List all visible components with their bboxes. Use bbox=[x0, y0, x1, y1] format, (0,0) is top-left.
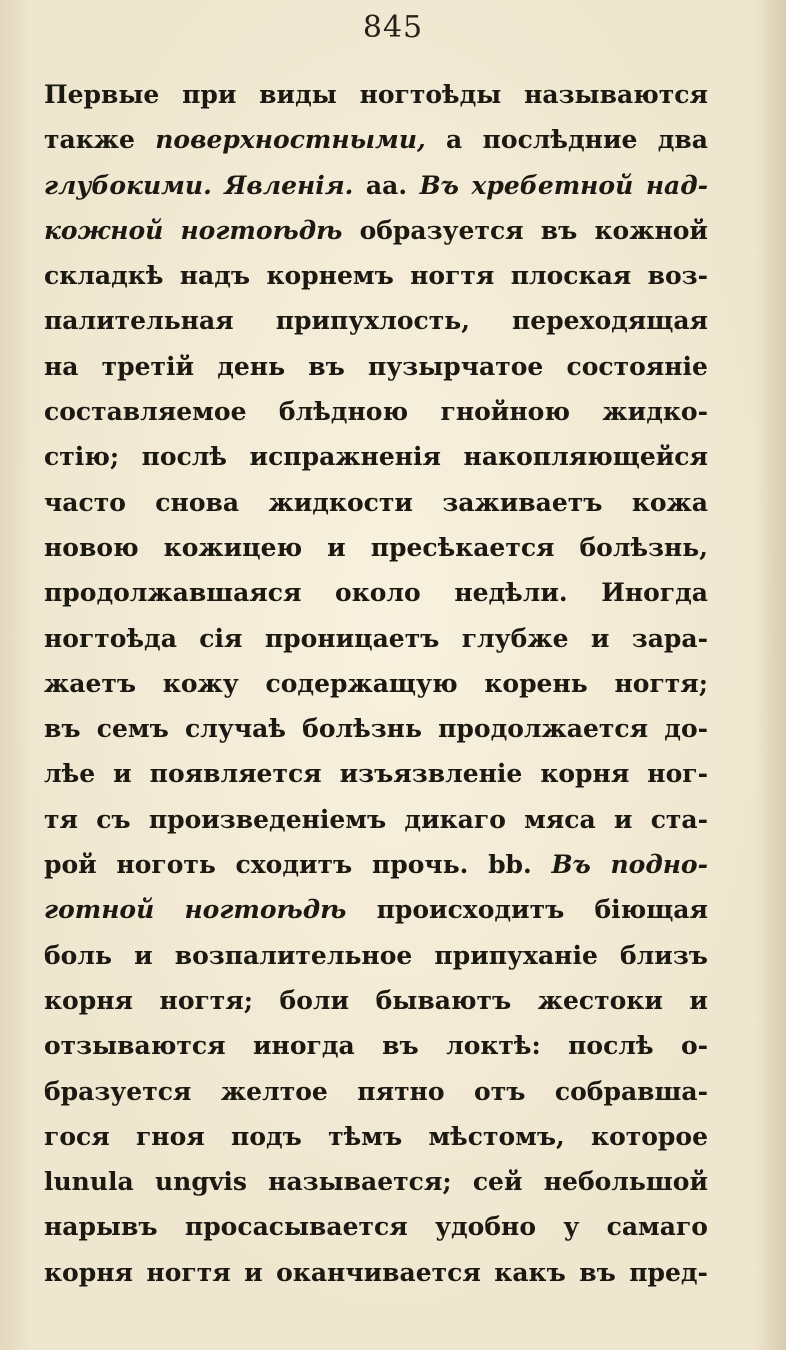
italic-word: поверхностными, bbox=[155, 125, 426, 155]
word: гося bbox=[44, 1121, 110, 1151]
word: а bbox=[446, 125, 463, 155]
word: тя bbox=[44, 804, 78, 834]
word: на bbox=[44, 351, 79, 381]
text-line bbox=[44, 1204, 708, 1249]
word: какъ bbox=[494, 1257, 566, 1287]
word: и bbox=[590, 623, 610, 653]
text-line bbox=[44, 570, 708, 615]
word: у bbox=[563, 1212, 580, 1242]
word: болѣзнь, bbox=[579, 532, 708, 562]
word: корня bbox=[44, 1257, 133, 1287]
word: появляется bbox=[149, 759, 322, 789]
word: боли bbox=[279, 985, 350, 1015]
word: палительная bbox=[44, 306, 234, 336]
word: ног- bbox=[647, 759, 708, 789]
word: просасывается bbox=[184, 1212, 408, 1242]
word: тѣмъ bbox=[328, 1121, 403, 1151]
word: боль bbox=[44, 940, 112, 970]
word: продолжается bbox=[438, 714, 649, 744]
word: при bbox=[182, 80, 237, 109]
word: часто bbox=[44, 487, 126, 517]
text-line bbox=[44, 978, 708, 1023]
text-line bbox=[44, 842, 708, 887]
word: также bbox=[44, 125, 135, 155]
word: ногтя; bbox=[159, 985, 253, 1015]
word: ста- bbox=[650, 804, 708, 834]
word: заживаетъ bbox=[442, 487, 603, 517]
word: bb. bbox=[488, 850, 532, 880]
text-line bbox=[44, 208, 708, 253]
word: ногтя; bbox=[614, 668, 708, 698]
word: рой bbox=[44, 850, 97, 880]
text-line bbox=[44, 389, 708, 434]
word: собравша- bbox=[554, 1076, 708, 1106]
word: пузырчатое bbox=[367, 351, 544, 381]
word: ногтя bbox=[410, 261, 495, 291]
word: корень bbox=[484, 668, 588, 698]
word: оканчивается bbox=[276, 1257, 481, 1287]
word: состояніе bbox=[566, 351, 708, 381]
word: бываютъ bbox=[375, 985, 512, 1015]
word: прочь. bbox=[371, 850, 469, 880]
word: кожной bbox=[594, 215, 708, 245]
word: недѣли. bbox=[454, 578, 568, 608]
text-line bbox=[44, 616, 708, 661]
word: ногтоѣда bbox=[44, 623, 177, 653]
text-line bbox=[44, 117, 708, 162]
italic-word: Въ bbox=[551, 850, 591, 880]
text-line bbox=[44, 887, 708, 932]
word: аа. bbox=[365, 170, 408, 200]
italic-word: Явленія. bbox=[224, 170, 354, 200]
text-line bbox=[44, 1159, 708, 1204]
word: изъязвленіе bbox=[339, 759, 523, 789]
word: ногтя bbox=[146, 1257, 231, 1287]
word: случаѣ bbox=[185, 714, 286, 744]
word: кожицею bbox=[163, 532, 303, 562]
word: отзываются bbox=[44, 1031, 226, 1061]
word: до- bbox=[664, 714, 708, 744]
italic-word: хребетной bbox=[471, 170, 634, 200]
word: пред- bbox=[629, 1257, 708, 1287]
word: сія bbox=[199, 623, 243, 653]
word: надъ bbox=[179, 261, 251, 291]
word: и bbox=[113, 759, 132, 789]
italic-word: Въ bbox=[419, 170, 459, 200]
text-line bbox=[44, 72, 708, 117]
text-line bbox=[44, 706, 708, 751]
word: ногтоѣды bbox=[359, 80, 502, 109]
text-line bbox=[44, 344, 708, 389]
word: біющая bbox=[594, 895, 708, 925]
word: корня bbox=[540, 759, 630, 789]
word: и bbox=[134, 940, 153, 970]
word: небольшой bbox=[543, 1167, 708, 1197]
word: подъ bbox=[231, 1121, 302, 1151]
word: бразуется bbox=[44, 1076, 192, 1106]
word: продолжавшаяся bbox=[44, 578, 302, 608]
word: пресѣкается bbox=[370, 532, 555, 562]
word: пятно bbox=[357, 1076, 445, 1106]
word: стію; bbox=[44, 442, 120, 472]
word: припухлость, bbox=[275, 306, 470, 336]
text-line bbox=[44, 1023, 708, 1068]
text-line bbox=[44, 751, 708, 796]
word: дикаго bbox=[404, 804, 506, 834]
word: близъ bbox=[619, 940, 708, 970]
word: и bbox=[689, 985, 708, 1015]
word: сходитъ bbox=[235, 850, 353, 880]
italic-word: подно- bbox=[610, 850, 708, 880]
word: третій bbox=[101, 351, 195, 381]
word: жидкости bbox=[268, 487, 413, 517]
word: корня bbox=[44, 985, 133, 1015]
word: удобно bbox=[435, 1212, 537, 1242]
word: виды bbox=[259, 80, 337, 109]
word: блѣдною bbox=[278, 397, 409, 427]
word: накопляющейся bbox=[463, 442, 708, 472]
word: испражненія bbox=[249, 442, 442, 472]
word: плоская bbox=[510, 261, 632, 291]
word: кожу bbox=[162, 668, 239, 698]
word: переходящая bbox=[511, 306, 708, 336]
word: и bbox=[613, 804, 633, 834]
italic-word: кожной bbox=[44, 215, 164, 245]
text-line bbox=[44, 797, 708, 842]
word: мяса bbox=[524, 804, 596, 834]
word: желтое bbox=[220, 1076, 328, 1106]
word: сей bbox=[472, 1167, 523, 1197]
text-line bbox=[44, 661, 708, 706]
word: lunula bbox=[44, 1167, 134, 1197]
word: самаго bbox=[606, 1212, 708, 1242]
text-line bbox=[44, 525, 708, 570]
word: въ bbox=[44, 714, 81, 744]
text-line bbox=[44, 253, 708, 298]
word: новою bbox=[44, 532, 139, 562]
word: жидко- bbox=[602, 397, 708, 427]
word: образуется bbox=[359, 215, 524, 245]
body-text bbox=[44, 72, 708, 1295]
word: называются bbox=[524, 80, 708, 109]
text-line bbox=[44, 434, 708, 479]
word: въ bbox=[579, 1257, 616, 1287]
word: мѣстомъ, bbox=[428, 1121, 565, 1151]
word: гноя bbox=[135, 1121, 205, 1151]
word: зара- bbox=[631, 623, 708, 653]
word: о- bbox=[680, 1031, 708, 1061]
word: происходитъ bbox=[376, 895, 565, 925]
italic-word: готной bbox=[44, 895, 155, 925]
text-line bbox=[44, 1114, 708, 1159]
word: послѣ bbox=[141, 442, 228, 472]
text-line bbox=[44, 933, 708, 978]
italic-word: глубокими. bbox=[44, 170, 212, 200]
italic-word: ногтоѣдѣ bbox=[180, 215, 343, 245]
word: лѣе bbox=[44, 759, 96, 789]
word: локтѣ: bbox=[446, 1031, 541, 1061]
word: въ bbox=[308, 351, 345, 381]
word: возпалительное bbox=[174, 940, 413, 970]
word: въ bbox=[540, 215, 578, 245]
word: глубже bbox=[461, 623, 569, 653]
word: жестоки bbox=[537, 985, 663, 1015]
page-number: 845 bbox=[362, 10, 424, 45]
word: отъ bbox=[474, 1076, 526, 1106]
word: которое bbox=[591, 1121, 708, 1151]
word: около bbox=[335, 578, 421, 608]
word: съ bbox=[96, 804, 131, 834]
word: называется; bbox=[268, 1167, 452, 1197]
word: и bbox=[244, 1257, 263, 1287]
word: произведеніемъ bbox=[148, 804, 387, 834]
word: складкѣ bbox=[44, 261, 164, 291]
word: жаетъ bbox=[44, 668, 137, 698]
text-line bbox=[44, 1069, 708, 1114]
word: день bbox=[217, 351, 286, 381]
text-line bbox=[44, 298, 708, 343]
word: проницаетъ bbox=[264, 623, 440, 653]
text-line bbox=[44, 1250, 708, 1295]
text-line bbox=[44, 163, 708, 208]
word: нарывъ bbox=[44, 1212, 158, 1242]
word: послѣ bbox=[568, 1031, 654, 1061]
word: ungvis bbox=[154, 1167, 247, 1197]
text-line bbox=[44, 480, 708, 525]
word: снова bbox=[155, 487, 240, 517]
word: послѣдние bbox=[482, 125, 638, 155]
italic-word: ногтоѣдѣ bbox=[184, 895, 347, 925]
word: два bbox=[657, 125, 708, 155]
word: болѣзнь bbox=[302, 714, 422, 744]
word: иногда bbox=[252, 1031, 355, 1061]
word: составляемое bbox=[44, 397, 247, 427]
italic-word: над- bbox=[645, 170, 708, 200]
word: семъ bbox=[96, 714, 169, 744]
word: Первые bbox=[44, 80, 160, 109]
word: припуханіе bbox=[434, 940, 598, 970]
word: корнемъ bbox=[266, 261, 394, 291]
word: гнойною bbox=[440, 397, 570, 427]
word: Иногда bbox=[601, 578, 708, 608]
word: ноготь bbox=[116, 850, 216, 880]
word: содержащую bbox=[265, 668, 458, 698]
word: въ bbox=[382, 1031, 419, 1061]
word: и bbox=[327, 532, 346, 562]
word: кожа bbox=[631, 487, 708, 517]
word: воз- bbox=[647, 261, 708, 291]
